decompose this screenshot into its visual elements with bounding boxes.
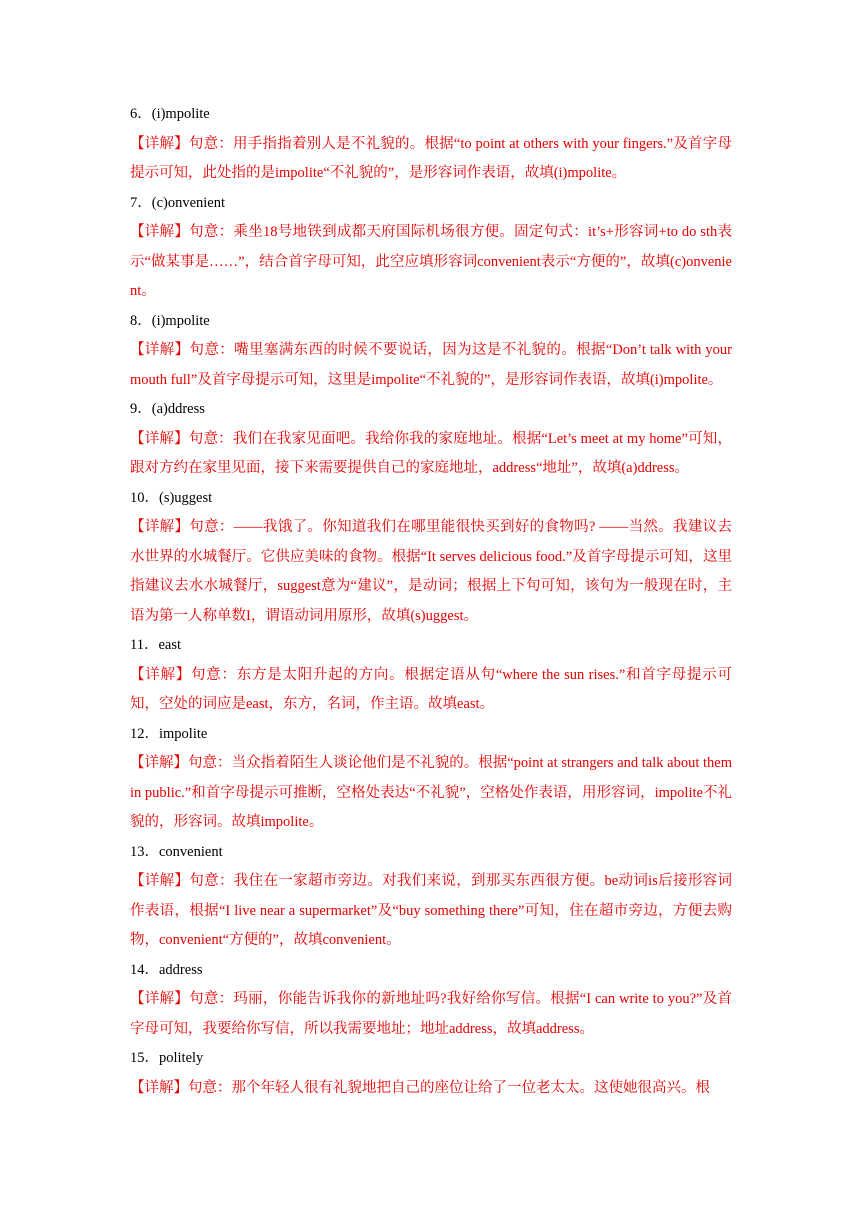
answer-entry — [130, 307, 732, 396]
answer-text: 8．(i)mpolite — [130, 312, 210, 329]
explanation-text: 【详解】句意：当众指着陌生人谈论他们是不礼貌的。根据“point at strangers and talk about them in public.”和首字母提示可推断，空格处表达“不礼貌”，空格处作表语，用形容词，impolite不礼貌的，形容词。故填impolite。 — [130, 755, 732, 830]
explanation-text: 【详解】句意：乘坐18号地铁到成都天府国际机场很方便。固定句式：it’s+形容词+to do sth表示“做某事是……”，结合首字母可知，此空应填形容词convenient表示“方便的”，故填(c)onvenient。 — [130, 224, 732, 299]
answer-text: 7．(c)onvenient — [130, 194, 226, 211]
answer-entry — [130, 838, 732, 956]
answer-entry — [130, 484, 732, 632]
answer-text: 6．(i)mpolite — [130, 106, 210, 122]
explanation-text: 【详解】句意：我住在一家超市旁边。对我们来说，到那买东西很方便。be动词is后接形容词作表语，根据“I live near a supermarket”及“buy something there”可知，住在超市旁边，方便去购物，convenient“方便的”，故填convenient。 — [130, 873, 732, 948]
answer-entry — [130, 100, 732, 189]
answer-text: 14．address — [130, 961, 203, 978]
explanation-text: 【详解】句意：嘴里塞满东西的时候不要说话，因为这是不礼貌的。根据“Don’t talk with your mouth full”及首字母提示可知，这里是impolite“不礼貌的”，是形容词作表语，故填(i)mpolite。 — [130, 342, 732, 388]
explanation-text: 【详解】句意：玛丽，你能告诉我你的新地址吗?我好给你写信。根据“I can write to you?”及首字母可知，我要给你写信，所以我需要地址；地址address，故填address。 — [130, 991, 732, 1037]
explanation-text: 【详解】句意：那个年轻人很有礼貌地把自己的座位让给了一位老太太。这使她很高兴。根 — [130, 1079, 710, 1096]
answer-text: 12．impolite — [130, 725, 208, 742]
explanation-text: 【详解】句意：——我饿了。你知道我们在哪里能很快买到好的食物吗? ——当然。我建议去水世界的水城餐厅。它供应美味的食物。根据“It serves delicious food.”及首字母提示可知，这里指建议去水水城餐厅，suggest意为“建议”，是动词；根据上下句可知，该句为一般现在时，主语为第一人称单数I，谓语动词用原形，故填(s)uggest。 — [130, 519, 732, 624]
answer-text: 10．(s)uggest — [130, 489, 213, 506]
answer-entry — [130, 395, 732, 484]
answer-key-content — [130, 100, 732, 1103]
answer-entry — [130, 956, 732, 1045]
answer-text: 11．east — [130, 637, 182, 653]
answer-entry — [130, 720, 732, 838]
answer-entry — [130, 631, 732, 720]
explanation-text: 【详解】句意：我们在我家见面吧。我给你我的家庭地址。根据“Let’s meet at my home”可知，跟对方约在家里见面，接下来需要提供自己的家庭地址，address“地址”，故填(a)ddress。 — [130, 430, 732, 476]
answer-text: 13．convenient — [130, 843, 223, 860]
explanation-text: 【详解】句意：用手指指着别人是不礼貌的。根据“to point at others with your fingers.”及首字母提示可知，此处指的是impolite“不礼貌的”，是形容词作表语，故填(i)mpolite。 — [130, 135, 732, 181]
explanation-text: 【详解】句意：东方是太阳升起的方向。根据定语从句“where the sun rises.”和首字母提示可知，空处的词应是east，东方，名词，作主语。故填east。 — [130, 666, 732, 712]
answer-text: 15．politely — [130, 1050, 204, 1066]
answer-entry — [130, 1044, 732, 1103]
answer-text: 9．(a)ddress — [130, 401, 205, 417]
answer-entry — [130, 189, 732, 307]
